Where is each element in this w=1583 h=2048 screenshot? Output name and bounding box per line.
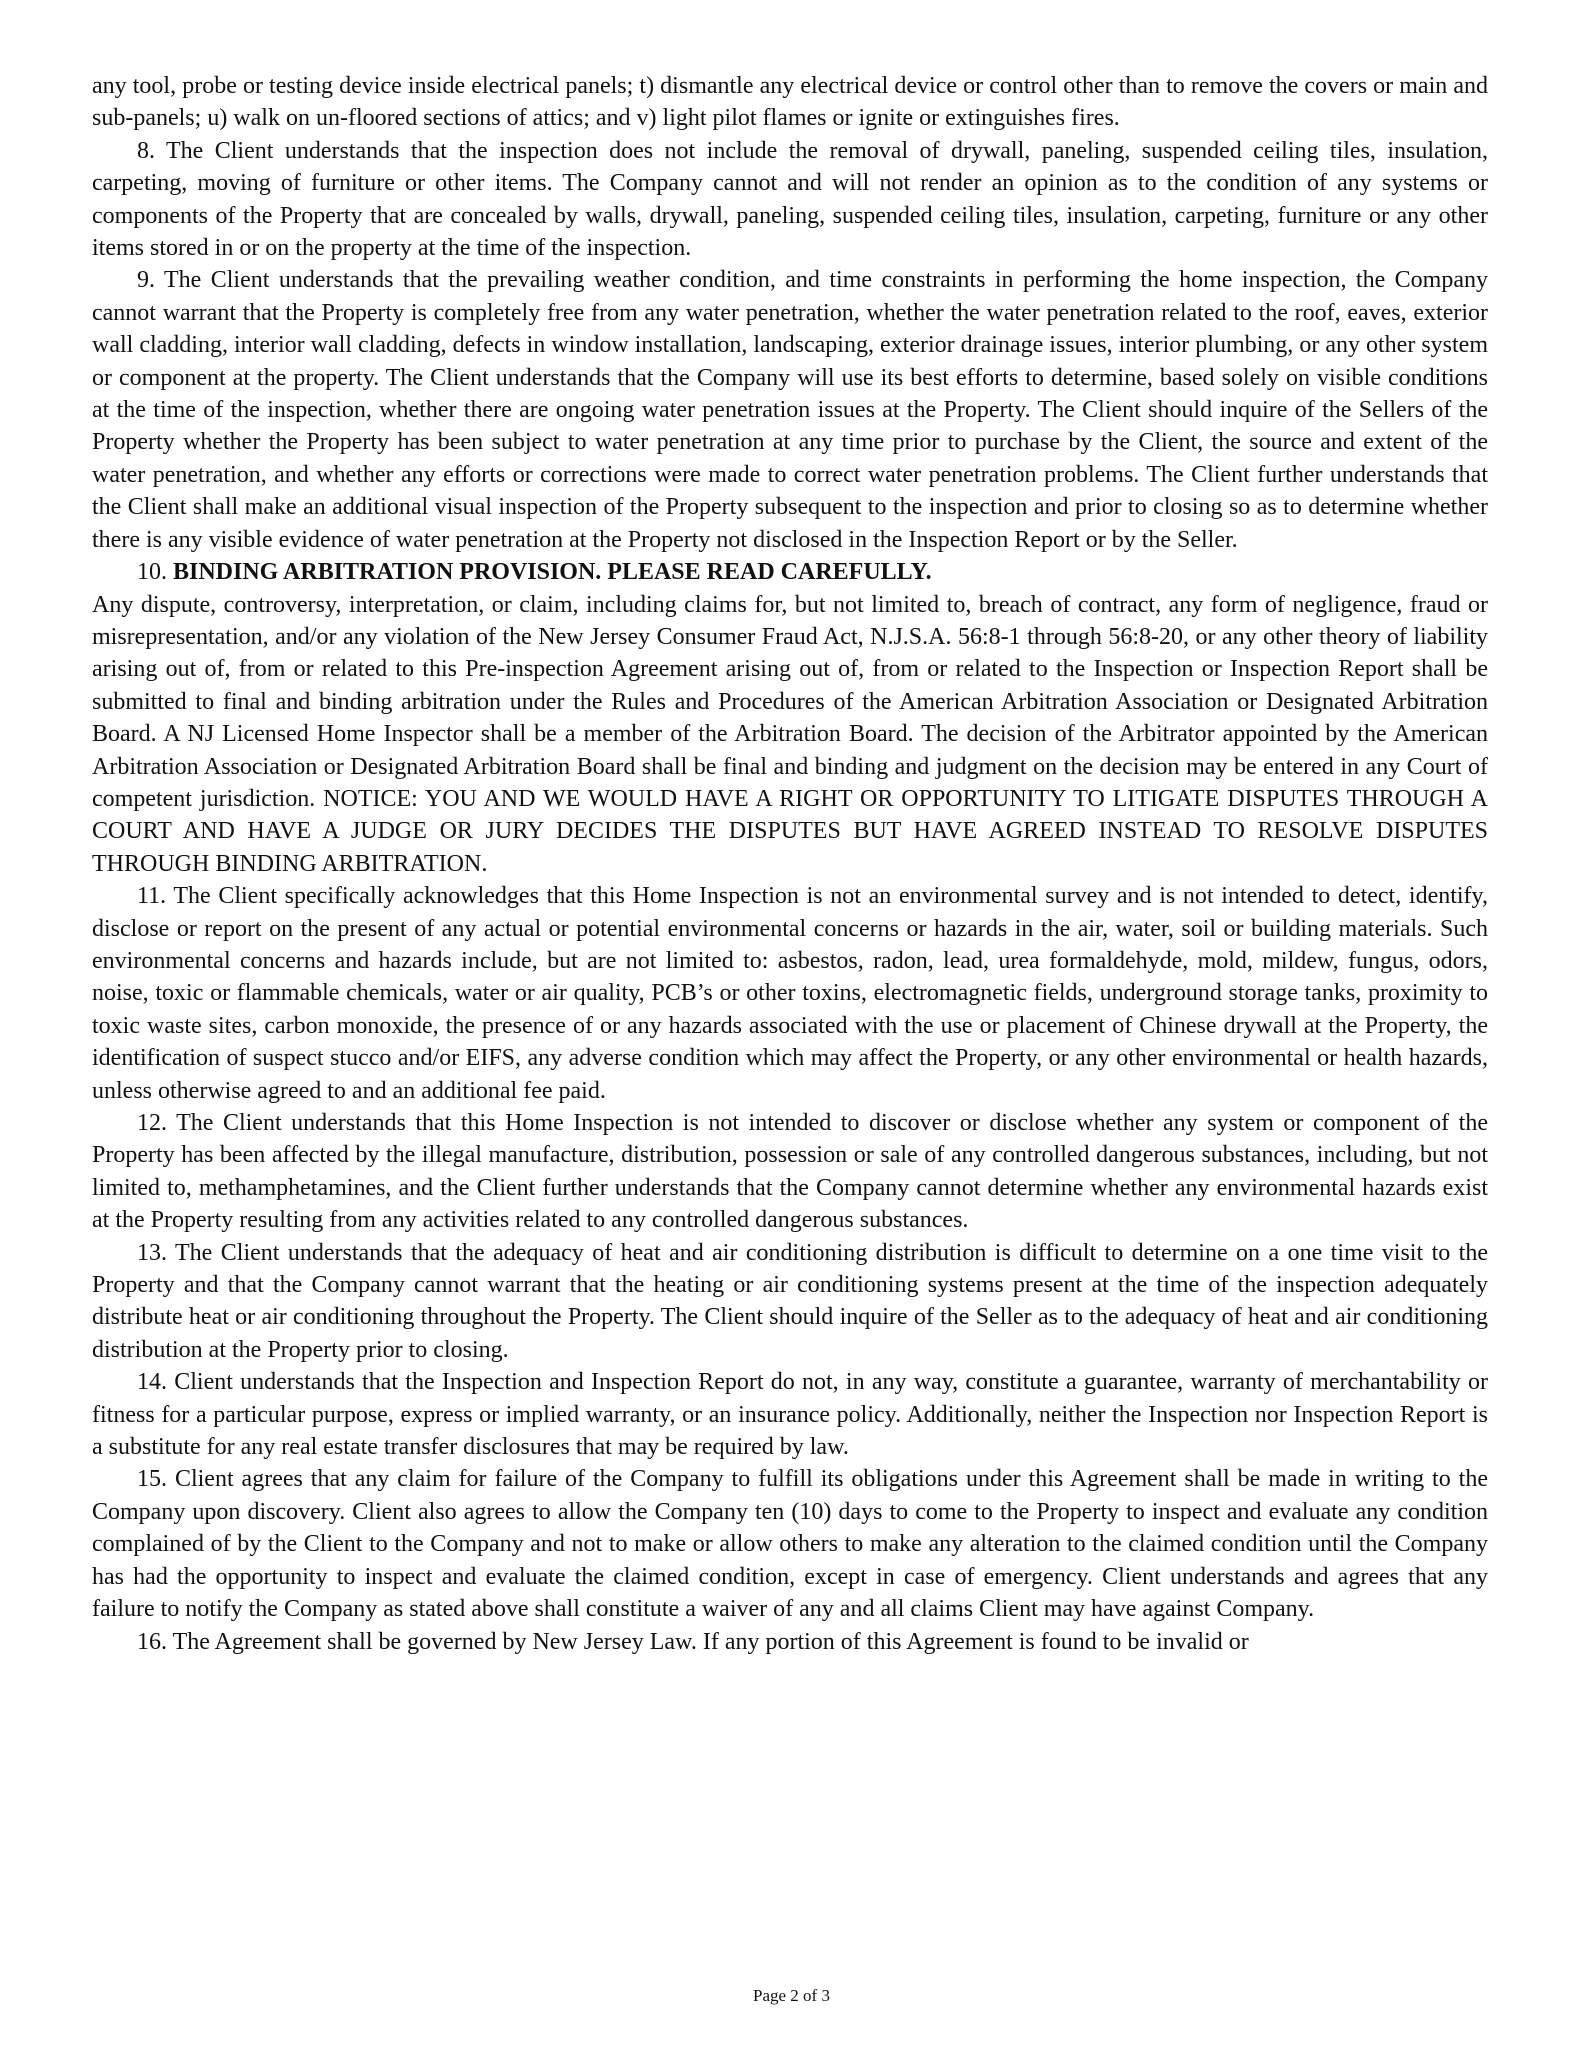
paragraph-10-heading [92,556,1488,588]
paragraph-14: 14. Client understands that the Inspection and Inspection Report do not, in any way, constitute a guarantee, warranty of merchantability or fitness for a particular purpose, express or implied warranty, or an insurance policy. Additionally, neither the Inspection nor Inspection Report is a substitute for any real estate transfer disclosures that may be required by law. [92,1369,1488,1461]
document-page [92,70,1488,1658]
paragraph-13: 13. The Client understands that the adequacy of heat and air conditioning distribution is difficult to determine on a one time visit to the Property and that the Company cannot warrant that the heating or air conditioning systems present at the time of the inspection adequately distribute heat or air conditioning throughout the Property. The Client should inquire of the Seller as to the adequacy of heat and air conditioning distribution at the Property prior to closing. [92,1239,1488,1363]
arbitration-heading: BINDING ARBITRATION PROVISION. PLEASE READ CAREFULLY. [173,559,932,586]
page-number: Page 2 of 3 [753,1986,830,2005]
paragraph-10-number: 10. [137,559,173,586]
paragraph-12: 12. The Client understands that this Home Inspection is not intended to discover or disclose whether any system or component of the Property has been affected by the illegal manufacture, distribution, possession or sale of any controlled dangerous substances, including, but not limited to, methamphetamines, and the Client further understands that the Company cannot determine whether any environmental hazards exist at the Property resulting from any activities related to any controlled dangerous substances. [92,1110,1488,1234]
paragraph-15: 15. Client agrees that any claim for failure of the Company to fulfill its obligations under this Agreement shall be made in writing to the Company upon discovery. Client also agrees to allow the Company ten (10) days to come to the Property to inspect and evaluate any condition complained of by the Client to the Company and not to make or allow others to make any alteration to the claimed condition until the Company has had the opportunity to inspect and evaluate the claimed condition, except in case of emergency. Client understands and agrees that any failure to notify the Company as stated above shall constitute a waiver of any and all claims Client may have against Company. [92,1466,1488,1623]
paragraph-10-body: Any dispute, controversy, interpretation, or claim, including claims for, but not limited to, breach of contract, any form of negligence, fraud or misrepresentation, and/or any violation of the New Jersey Consumer Fraud Act, N.J.S.A. 56:8-1 through 56:8-20, or any other theory of liability arising out of, from or related to this Pre-inspection Agreement arising out of, from or related to the Inspection or Inspection Report shall be submitted to final and binding arbitration under the Rules and Procedures of the American Arbitration Association or Designated Arbitration Board. A NJ Licensed Home Inspector shall be a member of the Arbitration Board. The decision of the Arbitrator appointed by the American Arbitration Association or Designated Arbitration Board shall be final and binding and judgment on the decision may be entered in any Court of competent jurisdiction. NOTICE: YOU AND WE WOULD HAVE A RIGHT OR OPPORTUNITY TO LITIGATE DISPUTES THROUGH A COURT AND HAVE A JUDGE OR JURY DECIDES THE DISPUTES BUT HAVE AGREED INSTEAD TO RESOLVE DISPUTES THROUGH BINDING ARBITRATION. [92,591,1488,877]
paragraph-16: 16. The Agreement shall be governed by New Jersey Law. If any portion of this Agreement is found to be invalid or [137,1628,1249,1655]
paragraph-11: 11. The Client specifically acknowledges that this Home Inspection is not an environmental survey and is not intended to detect, identify, disclose or report on the present of any actual or potential environmental concerns or hazards in the air, water, soil or building materials. Such environmental concerns and hazards include, but are not limited to: asbestos, radon, lead, urea formaldehyde, mold, mildew, fungus, odors, noise, toxic or flammable chemicals, water or air quality, PCB’s or other toxins, electromagnetic fields, underground storage tanks, proximity to toxic waste sites, carbon monoxide, the presence of or any hazards associated with the use or placement of Chinese drywall at the Property, the identification of suspect stucco and/or EIFS, any adverse condition which may affect the Property, or any other environmental or health hazards, unless otherwise agreed to and an additional fee paid. [92,883,1488,1104]
paragraph-8: 8. The Client understands that the inspection does not include the removal of drywall, paneling, suspended ceiling tiles, insulation, carpeting, moving of furniture or other items. The Company cannot and will not render an opinion as to the condition of any systems or components of the Property that are concealed by walls, drywall, paneling, suspended ceiling tiles, insulation, carpeting, furniture or any other items stored in or on the property at the time of the inspection. [92,137,1488,262]
paragraph-7-continuation: any tool, probe or testing device inside electrical panels; t) dismantle any electrical device or control other than to remove the covers or main and sub-panels; u) walk on un-floored sections of attics; and v) light pilot flames or ignite or extinguishes fires. [92,73,1488,132]
paragraph-9: 9. The Client understands that the prevailing weather condition, and time constraints in performing the home inspection, the Company cannot warrant that the Property is completely free from any water penetration, whether the water penetration related to the roof, eaves, exterior wall cladding, interior wall cladding, defects in window installation, landscaping, exterior drainage issues, interior plumbing, or any other system or component at the property. The Client understands that the Company will use its best efforts to determine, based solely on visible conditions at the time of the inspection, whether there are ongoing water penetration issues at the Property. The Client should inquire of the Sellers of the Property whether the Property has been subject to water penetration at any time prior to purchase by the Client, the source and extent of the water penetration, and whether any efforts or corrections were made to correct water penetration problems. The Client further understands that the Client shall make an additional visual inspection of the Property subsequent to the inspection and prior to closing so as to determine whether there is any visible evidence of water penetration at the Property not disclosed in the Inspection Report or by the Seller. [92,267,1488,553]
